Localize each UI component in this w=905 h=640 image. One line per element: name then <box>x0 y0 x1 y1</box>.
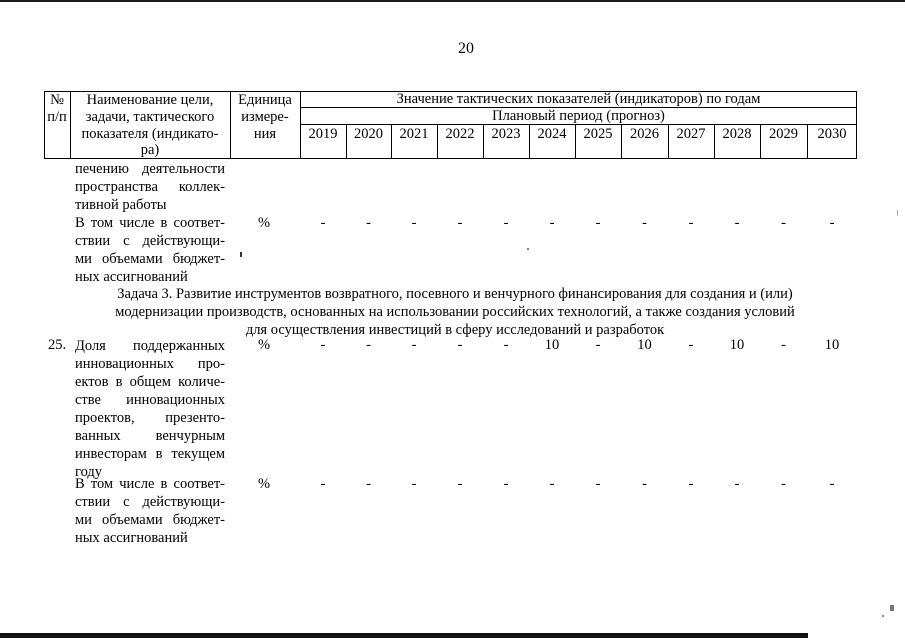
name-line: ствии с действующи- <box>75 233 225 249</box>
task-line: для осуществления инвестиций в сферу исследований и разработок <box>245 322 665 338</box>
scan-bottom-edge <box>0 633 808 638</box>
value-cell-2021: - <box>411 476 417 492</box>
name-line: В том числе в соответ- <box>75 476 225 492</box>
value-cell-2026: - <box>642 215 647 231</box>
scan-speck <box>527 248 529 250</box>
value-cell-2020: - <box>366 476 371 492</box>
name-line: инвесторам в текущем <box>75 446 225 462</box>
row-budget-2-name <box>75 475 225 547</box>
value-cell-2021: - <box>411 215 417 231</box>
value-cell-2022: - <box>457 215 463 231</box>
row-budget-1-name <box>75 214 225 286</box>
row-25-unit: % <box>258 337 271 353</box>
name-line: проектов, презенто- <box>75 410 225 426</box>
scan-speck <box>240 252 242 257</box>
table-header <box>44 91 857 159</box>
row-budget-2-unit: % <box>258 476 271 492</box>
value-cell-2023: - <box>503 215 509 231</box>
values-label: Значение тактических показателей (индикаторов) по годам <box>396 91 761 107</box>
value-cell-2026: - <box>642 476 647 492</box>
name-line: ных ассигнований <box>75 530 188 546</box>
value-cell-2022: - <box>457 476 463 492</box>
value-cell-2020: - <box>366 215 371 231</box>
row-continuation-name <box>75 160 225 214</box>
value-cell-2030: 10 <box>824 337 840 353</box>
year-header-2030: 2030 <box>817 126 847 142</box>
value-cell-2024: - <box>549 215 555 231</box>
value-cell-2030: - <box>829 215 835 231</box>
value-cell-2026: 10 <box>637 337 652 353</box>
value-cell-2028: 10 <box>729 337 745 353</box>
name-label-line1: Наименование цели, <box>86 92 214 108</box>
year-header-2029: 2029 <box>769 126 798 142</box>
year-header-2025: 2025 <box>583 126 613 142</box>
value-cell-2019: - <box>320 215 326 231</box>
value-cell-2024: - <box>549 476 555 492</box>
row-budget-1-unit: % <box>258 215 271 231</box>
value-cell-2029: - <box>781 337 786 353</box>
name-line: тивной работы <box>75 197 167 213</box>
name-label-line4: ра) <box>140 142 160 158</box>
value-cell-2024: 10 <box>544 337 560 353</box>
name-line: ми объемами бюджет- <box>75 512 225 528</box>
year-header-2019: 2019 <box>308 126 338 142</box>
value-cell-2029: - <box>781 476 786 492</box>
name-line: ванных венчурным <box>75 428 225 444</box>
value-cell-2027: - <box>688 215 694 231</box>
value-cell-2029: - <box>781 215 786 231</box>
year-header-2026: 2026 <box>630 126 659 142</box>
scan-speck <box>890 605 894 611</box>
value-cell-2025: - <box>595 215 601 231</box>
name-line: ми объемами бюджет- <box>75 251 225 267</box>
value-cell-2023: - <box>503 476 509 492</box>
value-cell-2025: - <box>595 337 601 353</box>
value-cell-2021: - <box>411 337 417 353</box>
unit-label-line1: Единица <box>238 92 292 108</box>
name-line: ных ассигнований <box>75 269 188 285</box>
scan-speck <box>882 615 884 617</box>
value-cell-2025: - <box>595 476 601 492</box>
value-cell-2020: - <box>366 337 371 353</box>
name-line: печению деятельности <box>75 161 225 177</box>
year-header-2023: 2023 <box>491 126 521 142</box>
value-cell-2019: - <box>320 337 326 353</box>
page-number: 20 <box>458 40 474 57</box>
row-25-number: 25. <box>48 337 67 353</box>
value-cell-2027: - <box>688 476 694 492</box>
value-cell-2022: - <box>457 337 463 353</box>
name-line: ствии с действующи- <box>75 494 225 510</box>
name-line: году <box>75 464 103 480</box>
num-label-line2: п/п <box>47 109 67 125</box>
name-label-line2: задачи, тактического <box>85 109 215 125</box>
task-line: Задача 3. Развитие инструментов возвратного, посевного и венчурного финансирования для создания и (или) <box>117 286 793 302</box>
value-cell-2028: - <box>734 215 740 231</box>
num-label-line1: № <box>50 92 64 108</box>
name-line: Доля поддержанных <box>75 338 225 354</box>
name-line: пространства коллек- <box>75 179 225 195</box>
value-cell-2023: - <box>503 337 509 353</box>
name-line: стве инновационных <box>75 392 225 408</box>
task-3-heading <box>60 285 850 339</box>
unit-label-line3: ния <box>253 126 277 142</box>
year-header-2027: 2027 <box>676 126 706 142</box>
name-line: инновационных про- <box>75 356 225 372</box>
row-25-name <box>75 337 225 481</box>
year-header-2020: 2020 <box>354 126 383 142</box>
task-line: модернизации производств, основанных на использовании российских технологий, а также создания условий <box>115 304 795 320</box>
scan-speck <box>897 210 898 216</box>
scan-top-edge <box>0 0 905 2</box>
period-label: Плановый период (прогноз) <box>492 108 665 124</box>
year-header-2022: 2022 <box>445 126 475 142</box>
value-cell-2019: - <box>320 476 326 492</box>
year-header-2024: 2024 <box>537 126 567 142</box>
value-cell-2030: - <box>829 476 835 492</box>
unit-label-line2: измере- <box>241 109 289 125</box>
value-cell-2027: - <box>688 337 694 353</box>
value-cell-2028: - <box>734 476 740 492</box>
year-header-2028: 2028 <box>722 126 752 142</box>
name-line: В том числе в соответ- <box>75 215 225 231</box>
year-header-2021: 2021 <box>399 126 429 142</box>
name-label-line3: показателя (индикато- <box>81 126 219 142</box>
name-line: ектов в общем количе- <box>75 374 225 390</box>
